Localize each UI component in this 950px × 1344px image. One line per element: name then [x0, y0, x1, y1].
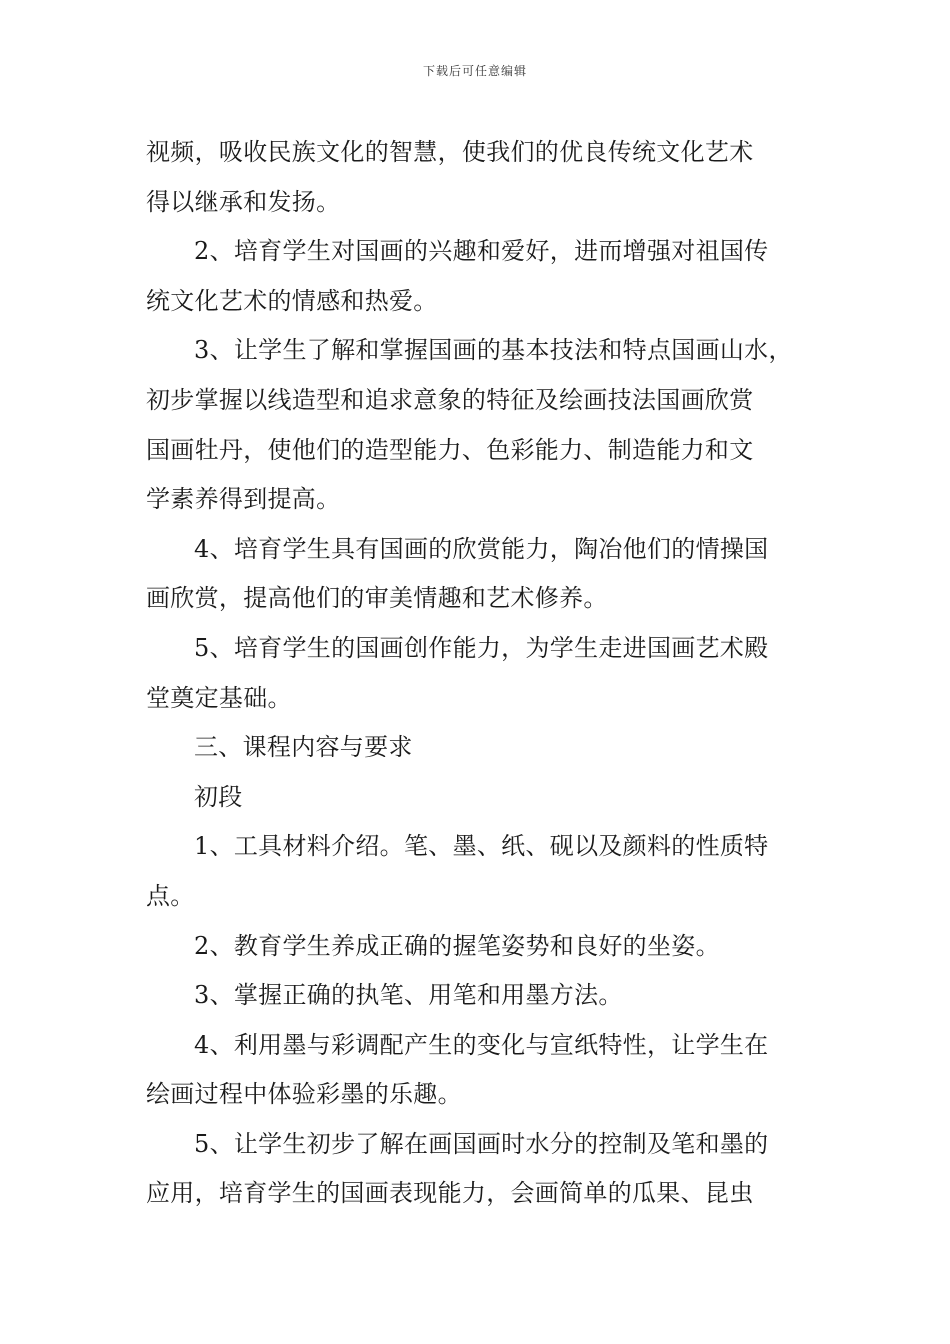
page-header: 下载后可任意编辑	[422, 64, 527, 78]
text-line: 初步掌握以线造型和追求意象的特征及绘画技法国画欣赏	[146, 385, 754, 414]
text-line: 5、培育学生的国画创作能力，为学生走进国画艺术殿	[194, 633, 769, 662]
section-heading: 三、课程内容与要求	[194, 733, 413, 762]
text-line: 5、让学生初步了解在画国画时水分的控制及笔和墨的	[194, 1129, 769, 1158]
text-line: 3、让学生了解和掌握国画的基本技法和特点国画山水，	[194, 336, 793, 365]
text-line: 应用，培育学生的国画表现能力，会画简单的瓜果、昆虫	[146, 1179, 754, 1208]
text-line: 绘画过程中体验彩墨的乐趣。	[146, 1080, 462, 1109]
text-line: 画欣赏，提高他们的审美情趣和艺术修养。	[146, 584, 608, 613]
text-line: 4、培育学生具有国画的欣赏能力，陶冶他们的情操国	[194, 534, 769, 563]
text-line: 4、利用墨与彩调配产生的变化与宣纸特性，让学生在	[194, 1030, 769, 1059]
text-line: 统文化艺术的情感和热爱。	[146, 286, 438, 315]
text-line: 学素养得到提高。	[146, 485, 341, 514]
text-line: 堂奠定基础。	[146, 683, 292, 712]
text-line: 国画牡丹，使他们的造型能力、色彩能力、制造能力和文	[146, 435, 754, 464]
subsection-heading: 初段	[194, 782, 243, 811]
text-line: 1、工具材料介绍。笔、墨、纸、砚以及颜料的性质特	[194, 832, 769, 861]
text-line: 得以继承和发扬。	[146, 187, 341, 216]
text-line: 点。	[146, 881, 195, 910]
text-line: 3、掌握正确的执笔、用笔和用墨方法。	[194, 981, 623, 1010]
document-body	[146, 128, 808, 1219]
text-line: 视频，吸收民族文化的智慧，使我们的优良传统文化艺术	[146, 138, 754, 166]
text-line: 2、教育学生养成正确的握笔姿势和良好的坐姿。	[194, 931, 720, 960]
text-line: 2、培育学生对国画的兴趣和爱好，进而增强对祖国传	[194, 237, 769, 266]
